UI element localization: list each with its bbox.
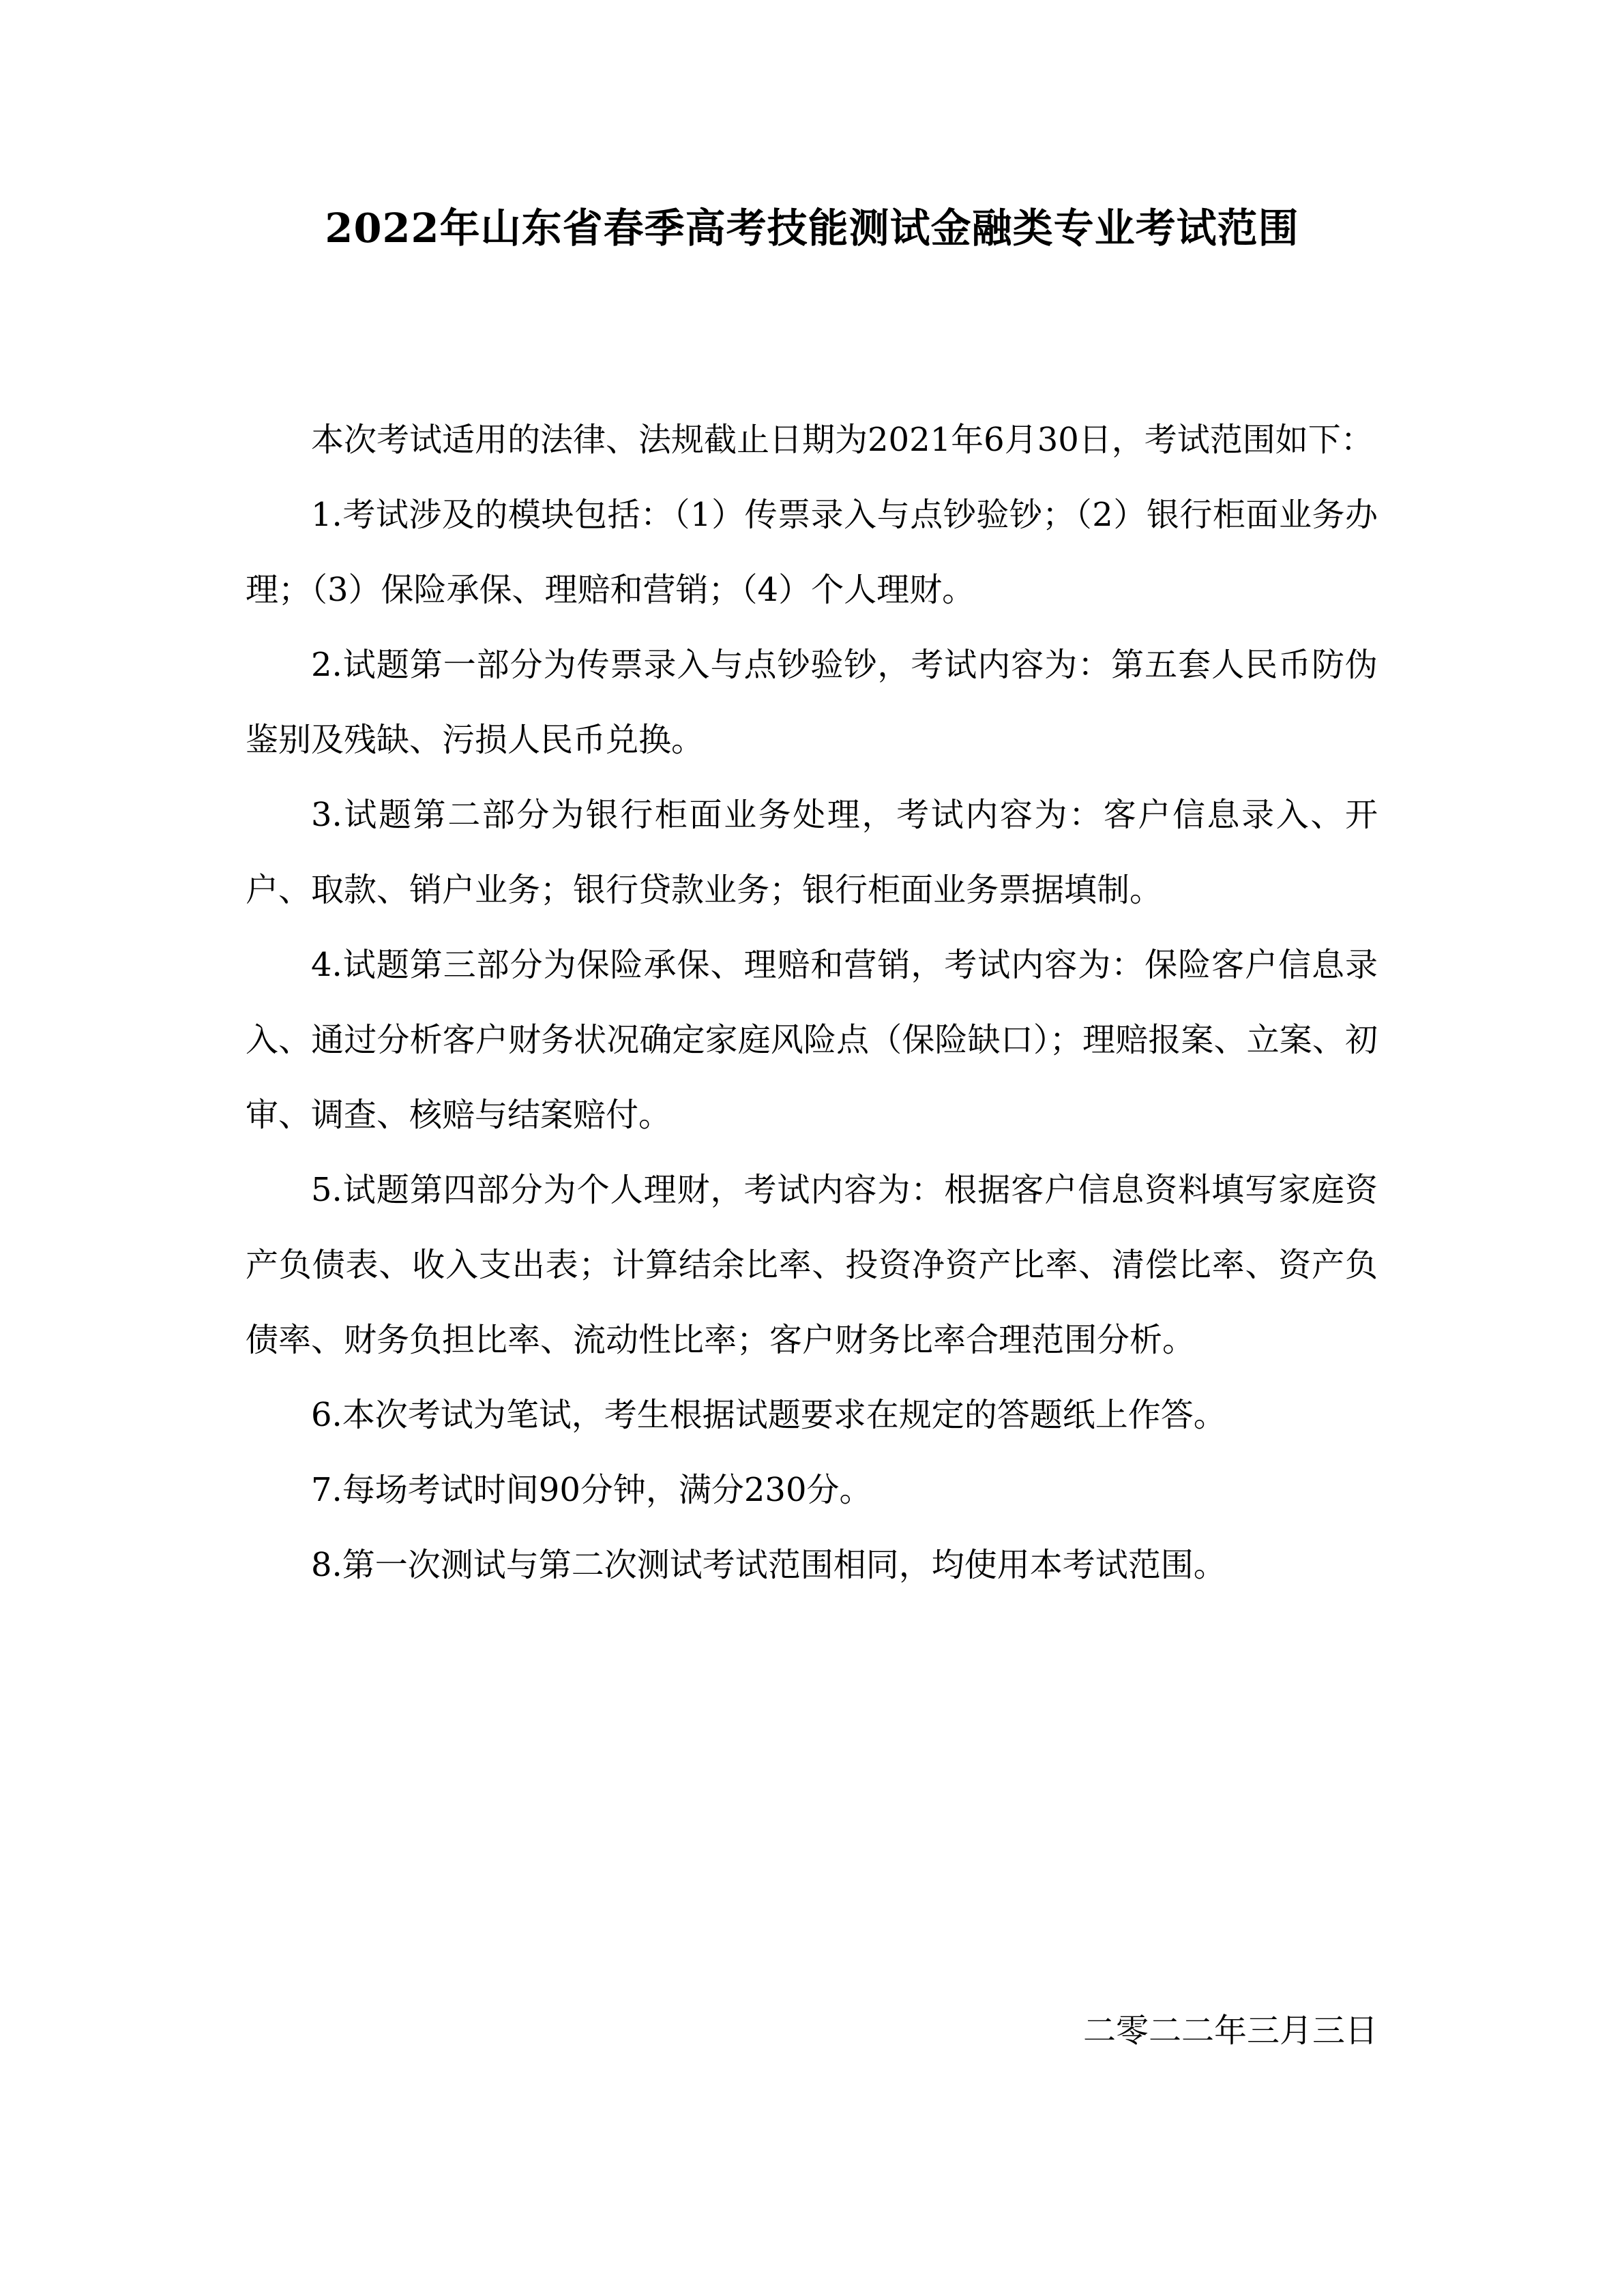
paragraph-item-1: 1.考试涉及的模块包括：（1）传票录入与点钞验钞；（2）银行柜面业务办理；（3）保险承保、理赔和营销；（4）个人理财。	[246, 496, 1378, 609]
paragraph-item-5: 5.试题第四部分为个人理财，考试内容为：根据客户信息资料填写家庭资产负债表、收入支出表；计算结余比率、投资净资产比率、清偿比率、资产负债率、财务负担比率、流动性比率；客户财务比率合理范围分析。	[246, 1171, 1378, 1359]
paragraph-item-8: 8.第一次测试与第二次测试考试范围相同，均使用本考试范围。	[311, 1546, 1226, 1584]
paragraph-intro: 本次考试适用的法律、法规截止日期为2021年6月30日，考试范围如下：	[311, 421, 1374, 459]
document-body	[246, 402, 1378, 1602]
paragraph-item-6: 6.本次考试为笔试，考生根据试题要求在规定的答题纸上作答。	[311, 1396, 1226, 1434]
paragraph-item-2: 2.试题第一部分为传票录入与点钞验钞，考试内容为：第五套人民币防伪鉴别及残缺、污损人民币兑换。	[246, 646, 1378, 759]
paragraph-item-7: 7.每场考试时间90分钟，满分230分。	[311, 1471, 872, 1509]
document-date: 二零二二年三月三日	[1082, 2012, 1378, 2050]
paragraph-item-3: 3.试题第二部分为银行柜面业务处理，考试内容为：客户信息录入、开户、取款、销户业务；银行贷款业务；银行柜面业务票据填制。	[246, 796, 1378, 909]
paragraph-item-4: 4.试题第三部分为保险承保、理赔和营销，考试内容为：保险客户信息录入、通过分析客户财务状况确定家庭风险点（保险缺口）；理赔报案、立案、初审、调查、核赔与结案赔付。	[246, 946, 1378, 1134]
document-title: 2022年山东省春季高考技能测试金融类专业考试范围	[325, 205, 1299, 252]
